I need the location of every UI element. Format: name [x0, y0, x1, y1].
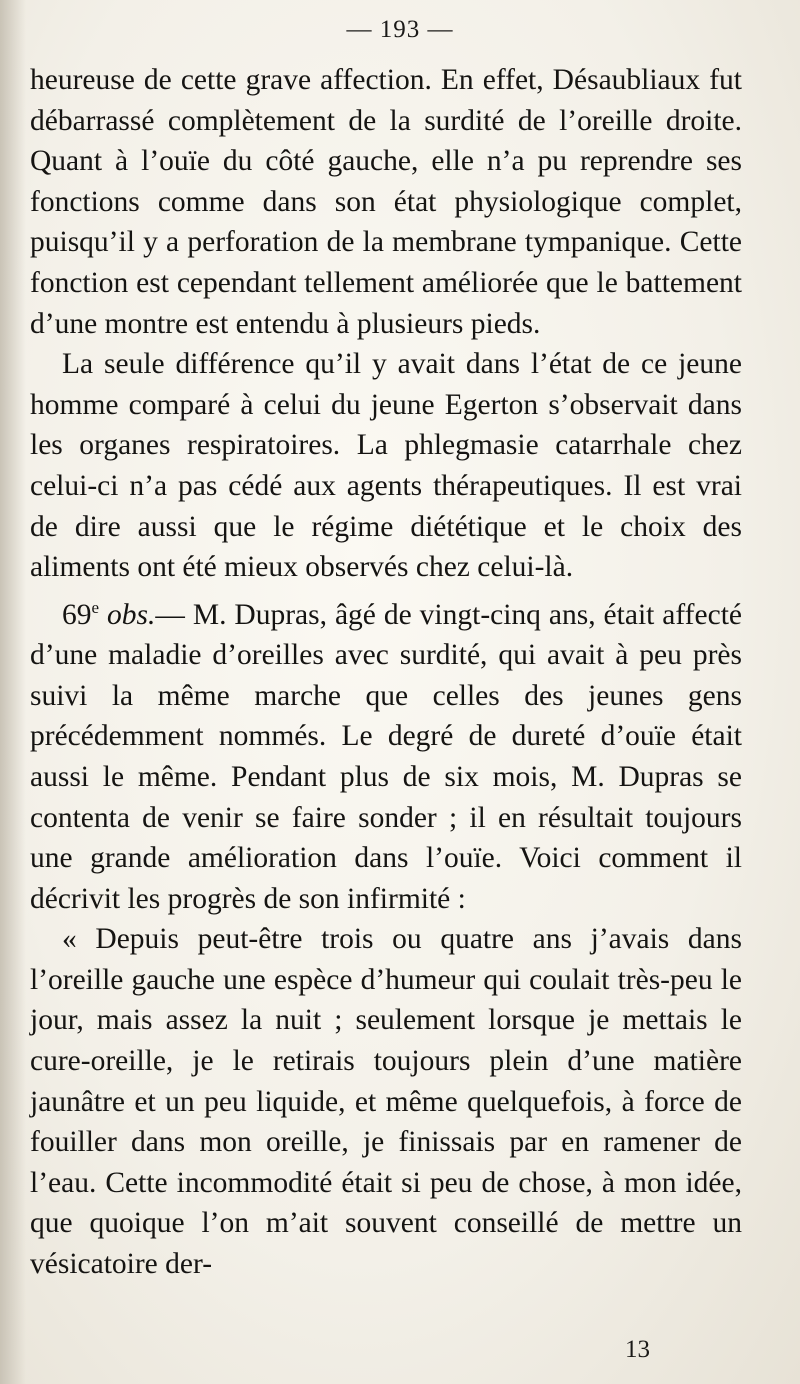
paragraph-patient-quote: « Depuis peut-être trois ou quatre ans j’avais dans l’oreille gauche une espèce d’humeur qui coulait très-peu le jour, mais assez la nuit ; seulement lorsque je mettais le cure-oreille, je le retirais toujours plein d’une matière jaunâtre et un peu liquide, et même quelquefois, à force de fouiller dans mon oreille, je finissais par en ramener de l’eau. Cette incommodité était si peu de chose, à mon idée, que quoique l’on m’ait souvent conseillé de mettre un vésicatoire der- [30, 923, 742, 1281]
page-gutter-shadow [0, 0, 26, 1384]
observation-number-superscript: e [91, 597, 100, 617]
observation-abbreviation: obs. [107, 598, 156, 631]
observation-number: 69 [62, 598, 92, 631]
paragraph-observation-69 [30, 588, 742, 920]
paragraph-continuation: heureuse de cette grave affection. En effet, Désaubliaux fut débarrassé complètement de la surdité de l’oreille droite. Quant à l’ouïe du côté gauche, elle n’a pu reprendre ses fonctions comme dans son état physiologique complet, puisqu’il y a perforation de la membrane tympanique. Cette fonction est cependant tellement améliorée que le battement d’une montre est entendu à plusieurs pieds. [30, 64, 742, 340]
page-number-header: — 193 — [346, 16, 454, 43]
paragraph-comparison: La seule différence qu’il y avait dans l’état de ce jeune homme comparé à celui du jeune Egerton s’observait dans les organes respiratoires. La phlegmasie catarrhale chez celui-ci n’a pas cédé aux agents thérapeutiques. Il est vrai de dire aussi que le régime diététique et le choix des aliments ont été mieux observés chez celui-là. [30, 348, 742, 584]
page-body [30, 60, 742, 1285]
observation-text: — M. Dupras, âgé de vingt-cinq ans, était affecté d’une maladie d’oreilles avec surdité, qui avait à peu près suivi la même marche que celles des jeunes gens précédemment nommés. Le degré de dureté d’ouïe était aussi le même. Pendant plus de six mois, M. Dupras se contenta de venir se faire sonder ; il en résultait toujours une grande amélioration dans l’ouïe. Voici comment il décrivit les progrès de son infirmité : [30, 598, 742, 915]
signature-mark: 13 [625, 1336, 650, 1363]
